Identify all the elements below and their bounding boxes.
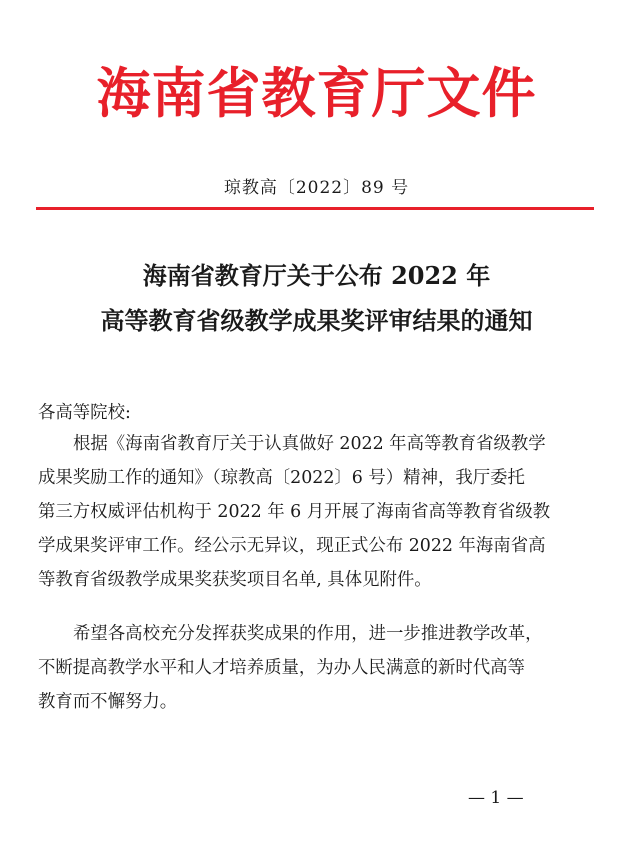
paragraph-2-line: 不断提高教学水平和人才培养质量，为办人民满意的新时代高等 [38,658,525,678]
red-divider [36,207,594,210]
paragraph-2-line: 教育而不懈努力。 [38,692,178,712]
paragraph-1-line: 第三方权威评估机构于 2022 年 6 月开展了海南省高等教育省级教 [38,502,551,522]
page-number: — 1 — [468,788,524,808]
paragraph-1-line: 成果奖励工作的通知》（琼教高〔2022〕6 号）精神，我厅委托 [38,468,525,488]
notice-title-line-2: 高等教育省级教学成果奖评审结果的通知 [100,306,533,335]
paragraph-1-line: 等教育省级教学成果奖获奖项目名单, 具体见附件。 [38,570,432,590]
salutation: 各高等院校: [38,403,131,423]
document-number: 琼教高〔2022〕89 号 [223,178,410,198]
notice-title-line-1: 海南省教育厅关于公布 2022 年 [142,261,491,290]
paragraph-2-line: 希望各高校充分发挥获奖成果的作用，进一步推进教学改革， [73,624,543,644]
issuer-title: 海南省教育厅文件 [96,61,537,125]
paragraph-1-line: 根据《海南省教育厅关于认真做好 2022 年高等教育省级教学 [73,434,546,454]
paragraph-1-line: 学成果奖评审工作。经公示无异议，现正式公布 2022 年海南省高 [38,536,546,556]
